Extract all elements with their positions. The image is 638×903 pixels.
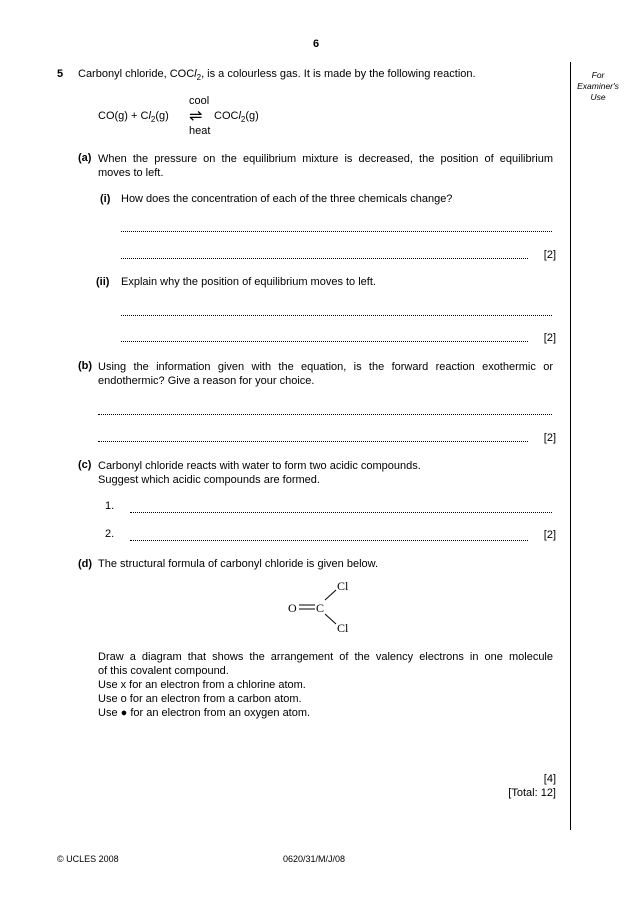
examiner-margin-line <box>570 62 571 830</box>
intro-chlorine-l: l <box>194 68 197 80</box>
part-d-question: The structural formula of carbonyl chloride is given below. <box>98 558 379 570</box>
equation-left-sub: 2 <box>150 115 156 125</box>
question-intro <box>78 68 476 82</box>
equation-right-side <box>214 110 259 124</box>
answer-line[interactable] <box>121 231 552 232</box>
question-total: [Total: 12] <box>508 787 556 799</box>
equation-right-end: (g) <box>245 110 259 122</box>
part-a-i-mark: [2] <box>543 249 556 261</box>
chlorine-upper-symbol: Cl <box>337 579 349 593</box>
part-a-line1: When the pressure on the equilibrium mixture is decreased, the position of equilibrium <box>98 153 553 165</box>
formula-chlorine-upper <box>337 579 349 593</box>
answer-line[interactable] <box>130 512 552 513</box>
question-number: 5 <box>57 68 64 80</box>
part-a-line2: moves to left. <box>98 167 164 179</box>
bond-carbon-chlorine-upper <box>325 590 336 600</box>
part-b-label: (b) <box>78 360 93 372</box>
footer-copyright: © UCLES 2008 <box>57 854 119 864</box>
equation-condition-heat: heat <box>189 125 211 137</box>
equilibrium-arrow-icon: ⇌ <box>189 106 203 125</box>
equation-right-sub: 2 <box>240 115 246 125</box>
part-c-stem <box>98 459 421 487</box>
part-c-item-1: 1. <box>105 500 115 512</box>
part-d-mark: [4] <box>543 773 556 785</box>
answer-line[interactable] <box>98 441 528 442</box>
part-a-ii-label: (ii) <box>96 276 110 288</box>
formula-chlorine-lower <box>337 621 349 635</box>
formula-carbon: C <box>316 601 325 615</box>
part-a-label: (a) <box>78 152 92 164</box>
equation-right-text: COC <box>214 110 239 122</box>
part-c-item-2: 2. <box>105 528 115 540</box>
part-b-stem <box>98 360 553 388</box>
intro-subscript: 2 <box>196 73 202 83</box>
answer-line[interactable] <box>130 540 528 541</box>
part-c-label: (c) <box>78 459 92 471</box>
equation-left-text: CO(g) + C <box>98 110 149 122</box>
part-c-line2: Suggest which acidic compounds are formed. <box>98 474 320 486</box>
part-c-mark: [2] <box>543 529 556 541</box>
part-d-label: (d) <box>78 558 93 570</box>
part-a-stem <box>98 152 553 180</box>
part-b-line1: Using the information given with the equation, is the forward reaction exothermic or <box>98 361 553 373</box>
examiner-use-label <box>572 70 624 103</box>
answer-line[interactable] <box>121 341 528 342</box>
examiner-label-line3: Use <box>590 92 606 102</box>
equation-right-l: l <box>238 110 241 122</box>
part-d-use-carbon: Use o for an electron from a carbon atom. <box>98 693 302 705</box>
part-a-i-question: How does the concentration of each of the three chemicals change? <box>121 193 453 205</box>
answer-line[interactable] <box>121 258 528 259</box>
equation-condition-cool: cool <box>189 95 210 107</box>
part-d-instructions <box>98 650 553 720</box>
part-d-draw-line1: Draw a diagram that shows the arrangement of the valency electrons in one molecule <box>98 651 553 663</box>
part-c-line1: Carbonyl chloride reacts with water to form two acidic compounds. <box>98 460 421 472</box>
intro-text-a: Carbonyl chloride, COC <box>78 68 195 80</box>
page-number: 6 <box>313 38 320 50</box>
answer-line[interactable] <box>98 414 552 415</box>
footer-paper-code: 0620/31/M/J/08 <box>283 854 346 864</box>
answer-line[interactable] <box>121 315 552 316</box>
equation-left-side <box>98 110 169 124</box>
equation-left-end: (g) <box>155 110 169 122</box>
part-d-draw-line2: of this covalent compound. <box>98 665 229 677</box>
examiner-label-line1: For <box>591 70 605 80</box>
part-b-mark: [2] <box>543 432 556 444</box>
chlorine-lower-symbol: Cl <box>337 621 349 635</box>
examiner-label-line2: Examiner's <box>577 81 619 91</box>
bond-carbon-chlorine-lower <box>325 614 336 624</box>
part-b-line2: endothermic? Give a reason for your choice. <box>98 375 315 387</box>
part-d-use-oxygen: Use ● for an electron from an oxygen atom. <box>98 707 311 719</box>
intro-text-b: , is a colourless gas. It is made by the following reaction. <box>201 68 476 80</box>
part-a-i-label: (i) <box>100 193 111 205</box>
formula-oxygen: O <box>288 601 297 615</box>
part-d-use-chlorine: Use x for an electron from a chlorine atom. <box>98 679 306 691</box>
structural-formula <box>280 578 380 638</box>
drawing-area[interactable] <box>98 725 553 770</box>
equation-left-l: l <box>148 110 151 122</box>
part-a-ii-question: Explain why the position of equilibrium moves to left. <box>121 276 376 288</box>
part-a-ii-mark: [2] <box>543 332 556 344</box>
